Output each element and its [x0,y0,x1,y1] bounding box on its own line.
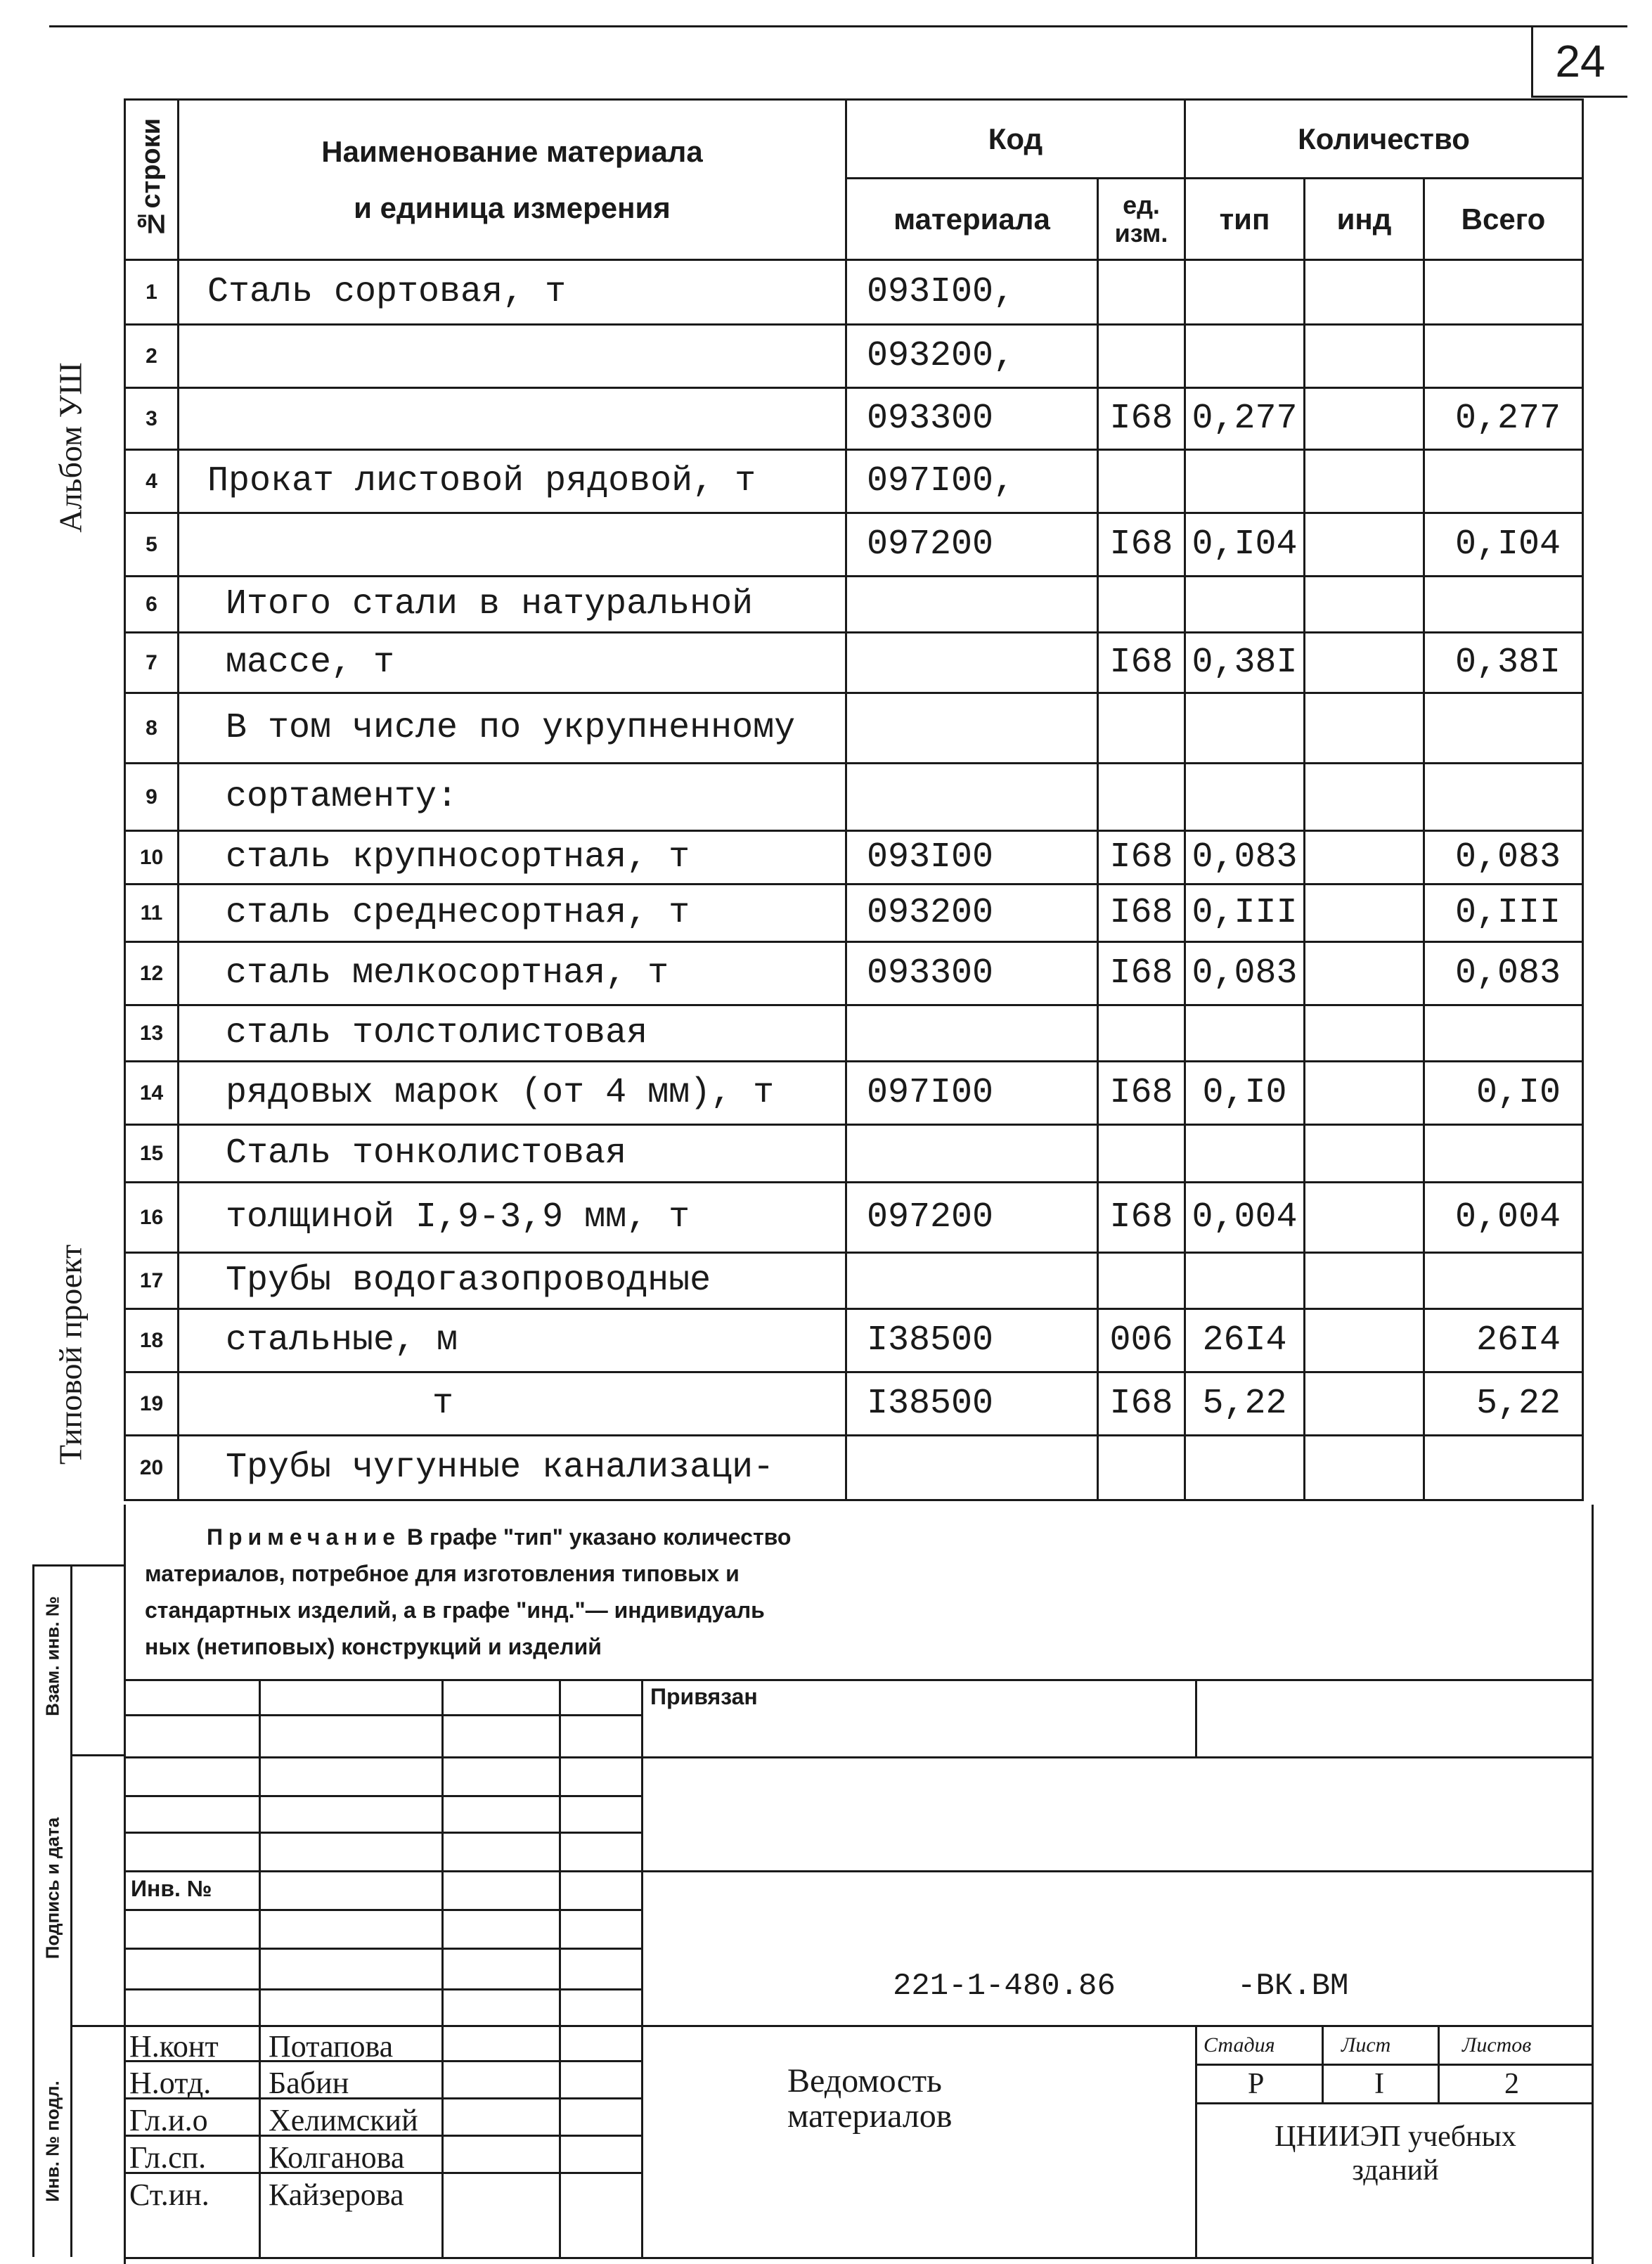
cell-unit [1098,1436,1185,1500]
table-row [125,1436,1583,1500]
total-header: Всего [1424,179,1583,260]
cell-name: Трубы водогазопроводные [179,1253,846,1309]
cell-total: 0,III [1424,885,1583,942]
stamp-h3 [124,1756,1594,1758]
side-inv: Инв. № подл. [41,2080,63,2202]
cell-total: 26I4 [1424,1309,1583,1372]
table-row [125,831,1583,885]
person-name: Бабин [269,2066,349,2100]
cell-typ: 0,277 [1185,388,1305,450]
cell-unit: I68 [1098,633,1185,693]
person-name: Хелимский [269,2103,418,2137]
note-line2: материалов, потребное для изготовления типовых и [145,1561,740,1586]
cell-code: I38500 [846,1372,1098,1436]
cell-total [1424,1005,1583,1062]
cell-n: 11 [125,885,179,942]
person-role: Гл.сп. [129,2140,207,2175]
material-code-header: материала [846,179,1098,260]
cell-ind [1305,577,1424,633]
stamp-h1 [124,1679,1594,1681]
cell-code: 093300 [846,388,1098,450]
cell-total: 5,22 [1424,1372,1583,1436]
cell-ind [1305,942,1424,1005]
cell-unit: I68 [1098,942,1185,1005]
cell-typ [1185,325,1305,388]
cell-n: 16 [125,1183,179,1253]
stage-label: Стадия [1203,2033,1275,2057]
row-no-header-cell [125,100,179,260]
person-role: Н.конт [129,2029,219,2064]
privyazan-label: Привязан [650,1684,758,1709]
cell-n: 4 [125,450,179,513]
table-row [125,260,1583,325]
cell-code: 093I00 [846,831,1098,885]
note-line3: стандартных изделий, а в графе "инд."— индивидуаль [145,1597,765,1623]
stage-value: Р [1248,2068,1265,2100]
cell-unit: I68 [1098,885,1185,942]
stamp-v5 [1195,1679,1197,1756]
cell-ind [1305,450,1424,513]
side-col-outer [32,1564,34,2257]
side-vzam: Взам. инв. № [41,1596,63,1716]
title-v1 [1195,2025,1197,2257]
person-role: Гл.и.о [129,2103,208,2137]
cell-typ: 26I4 [1185,1309,1305,1372]
cell-unit: I68 [1098,1062,1185,1125]
cell-unit [1098,577,1185,633]
stamp-h6 [124,1870,1594,1872]
stamp-h4 [124,1795,643,1797]
cell-code [846,577,1098,633]
table-row [125,450,1583,513]
cell-typ: 0,38I [1185,633,1305,693]
note-line1: В графе "тип" указано количество [401,1524,792,1550]
cell-code: 093200 [846,885,1098,942]
cell-unit: I68 [1098,513,1185,577]
cell-name [179,388,846,450]
cell-total: 0,I04 [1424,513,1583,577]
cell-code [846,1125,1098,1183]
cell-name: сталь крупносортная, т [179,831,846,885]
stamp-h5 [124,1832,643,1834]
cell-ind [1305,764,1424,831]
cell-name: рядовых марок (от 4 мм), т [179,1062,846,1125]
cell-unit [1098,1253,1185,1309]
cell-total: 0,004 [1424,1183,1583,1253]
cell-code [846,693,1098,764]
cell-n: 5 [125,513,179,577]
cell-total: 0,I0 [1424,1062,1583,1125]
cell-typ [1185,693,1305,764]
cell-ind [1305,260,1424,325]
table-row [125,577,1583,633]
cell-code: I38500 [846,1309,1098,1372]
cell-ind [1305,325,1424,388]
cell-n: 1 [125,260,179,325]
table-row [125,1183,1583,1253]
cell-typ [1185,450,1305,513]
code-header: Код [846,100,1185,179]
unit-header-line1: ед. [1123,190,1160,219]
side-col-div2 [70,2025,125,2027]
cell-ind [1305,1062,1424,1125]
table-row [125,1005,1583,1062]
cell-name: Сталь сортовая, т [179,260,846,325]
cell-ind [1305,1183,1424,1253]
table-row [125,942,1583,1005]
cell-unit [1098,693,1185,764]
side-podpis: Подпись и дата [41,1817,63,1960]
cell-name: Трубы чугунные канализаци- [179,1436,846,1500]
frame-left [124,1505,126,2264]
table-row [125,764,1583,831]
person-name: Колганова [269,2140,405,2175]
side-col-div1 [70,1754,125,1756]
cell-ind [1305,885,1424,942]
person-role: Ст.ин. [129,2178,209,2212]
cell-code: 097200 [846,513,1098,577]
cell-code: 093200, [846,325,1098,388]
row-no-header: №строки [136,117,166,238]
ind-header: инд [1305,179,1424,260]
stamp-v3 [559,1679,561,2257]
project-label: Типовой проект [52,1244,89,1465]
cell-name: Прокат листовой рядовой, т [179,450,846,513]
cell-n: 19 [125,1372,179,1436]
stage-v2 [1438,2025,1440,2102]
unit-header-cell [1098,179,1185,260]
cell-n: 13 [125,1005,179,1062]
org-line1: ЦНИИЭП учебных [1275,2121,1516,2153]
cell-unit: I68 [1098,1183,1185,1253]
cell-unit [1098,450,1185,513]
doc-title [787,2064,952,2134]
cell-ind [1305,693,1424,764]
cell-code: 097200 [846,1183,1098,1253]
stage-v1 [1322,2025,1324,2102]
cell-ind [1305,1309,1424,1372]
stamp-h7 [124,1909,643,1911]
table-row [125,885,1583,942]
sheet-number: 24 [1531,27,1627,98]
cell-typ: 0,083 [1185,942,1305,1005]
cell-total [1424,1125,1583,1183]
cell-ind [1305,513,1424,577]
cell-typ [1185,260,1305,325]
cell-typ: 0,III [1185,885,1305,942]
cell-n: 12 [125,942,179,1005]
cell-n: 10 [125,831,179,885]
name-header-line2: и единица измерения [354,191,671,224]
sheets-label: Листов [1462,2033,1532,2057]
cell-name: Сталь тонколистовая [179,1125,846,1183]
cell-unit: I68 [1098,1372,1185,1436]
sheet-value: I [1374,2068,1384,2100]
cell-n: 20 [125,1436,179,1500]
cell-name: Итого стали в натуральной [179,577,846,633]
cell-code [846,1436,1098,1500]
materials-table [124,98,1584,1501]
cell-ind [1305,1253,1424,1309]
cell-name: сортаменту: [179,764,846,831]
note-label: Примечание [207,1524,401,1550]
stage-h2 [1195,2102,1592,2104]
cell-ind [1305,633,1424,693]
sheets-value: 2 [1504,2068,1519,2100]
table-row [125,1062,1583,1125]
cell-ind [1305,1005,1424,1062]
doc-title-line2: материалов [787,2097,953,2135]
cell-ind [1305,1436,1424,1500]
cell-name [179,513,846,577]
cell-name: сталь толстолистовая [179,1005,846,1062]
cell-typ [1185,1005,1305,1062]
cell-code: 097I00, [846,450,1098,513]
cell-code: 093I00, [846,260,1098,325]
cell-total [1424,325,1583,388]
cell-ind [1305,1372,1424,1436]
stamp-v1 [259,1679,261,2257]
doc-code: 221-1-480.86 [893,1969,1116,2004]
cell-code [846,1253,1098,1309]
cell-code [846,764,1098,831]
cell-total [1424,577,1583,633]
cell-typ [1185,1253,1305,1309]
cell-n: 14 [125,1062,179,1125]
cell-total: 0,083 [1424,831,1583,885]
cell-total: 0,083 [1424,942,1583,1005]
cell-n: 17 [125,1253,179,1309]
cell-unit: 006 [1098,1309,1185,1372]
cell-code: 097I00 [846,1062,1098,1125]
cell-total [1424,693,1583,764]
inv-no-label: Инв. № [131,1876,212,1901]
person-role: Н.отд. [129,2066,212,2100]
cell-unit: I68 [1098,388,1185,450]
doc-suffix: -ВК.ВМ [1237,1969,1349,2004]
cell-n: 2 [125,325,179,388]
table-row [125,1253,1583,1309]
cell-total [1424,1436,1583,1500]
stage-h1 [1195,2064,1592,2066]
cell-total [1424,450,1583,513]
cell-ind [1305,388,1424,450]
cell-typ [1185,1436,1305,1500]
stamp-h8 [124,1948,643,1950]
cell-n: 7 [125,633,179,693]
cell-name: т [179,1372,846,1436]
table-row [125,1125,1583,1183]
quantity-header: Количество [1185,100,1583,179]
stamp-h10 [124,2025,1594,2027]
top-border-line [49,25,1627,27]
sheet-label: Лист [1341,2033,1391,2057]
stamp-v4 [641,1679,643,2257]
album-label: Альбом УШ [52,362,89,533]
table-row [125,325,1583,388]
cell-ind [1305,831,1424,885]
cell-unit [1098,260,1185,325]
cell-typ: 0,083 [1185,831,1305,885]
note-block [145,1519,791,1665]
cell-n: 9 [125,764,179,831]
cell-typ: 0,004 [1185,1183,1305,1253]
cell-unit [1098,1005,1185,1062]
person-name: Кайзерова [269,2178,404,2212]
stamp-h2 [124,1714,643,1716]
name-header-cell [179,100,846,260]
cell-typ: 0,I0 [1185,1062,1305,1125]
cell-unit [1098,764,1185,831]
cell-name: массе, т [179,633,846,693]
cell-unit: I68 [1098,831,1185,885]
cell-total [1424,260,1583,325]
cell-n: 3 [125,388,179,450]
name-header-line1: Наименование материала [321,134,703,168]
cell-total: 0,277 [1424,388,1583,450]
table-row [125,513,1583,577]
cell-code [846,633,1098,693]
cell-unit [1098,325,1185,388]
cell-total: 0,38I [1424,633,1583,693]
cell-name: стальные, м [179,1309,846,1372]
cell-n: 18 [125,1309,179,1372]
cell-unit [1098,1125,1185,1183]
table-row [125,1372,1583,1436]
cell-n: 8 [125,693,179,764]
stamp-v2 [441,1679,444,2257]
cell-n: 15 [125,1125,179,1183]
cell-name: сталь мелкосортная, т [179,942,846,1005]
frame-right [1592,1505,1594,2264]
cell-total [1424,764,1583,831]
side-col-top [70,1564,125,1567]
cell-code [846,1005,1098,1062]
table-row [125,1309,1583,1372]
unit-header-line2: изм. [1114,218,1168,247]
cell-name: толщиной I,9-3,9 мм, т [179,1183,846,1253]
cell-typ [1185,1125,1305,1183]
cell-name: В том числе по укрупненному [179,693,846,764]
doc-title-line1: Ведомость [787,2062,942,2099]
typ-header: тип [1185,179,1305,260]
cell-name [179,325,846,388]
cell-typ [1185,577,1305,633]
side-col-outer-top [32,1564,72,1567]
cell-typ: 0,I04 [1185,513,1305,577]
cell-code: 093300 [846,942,1098,1005]
org-name [1209,2120,1582,2187]
cell-typ [1185,764,1305,831]
table-row [125,388,1583,450]
table-row [125,693,1583,764]
stamp-h9 [124,1988,643,1990]
cell-ind [1305,1125,1424,1183]
side-col-left [70,1564,72,2257]
org-line2: зданий [1352,2154,1439,2187]
table-row [125,633,1583,693]
cell-n: 6 [125,577,179,633]
cell-total [1424,1253,1583,1309]
person-name: Потапова [269,2029,394,2064]
cell-typ: 5,22 [1185,1372,1305,1436]
note-line4: ных (нетиповых) конструкций и изделий [145,1634,602,1659]
cell-name: сталь среднесортная, т [179,885,846,942]
